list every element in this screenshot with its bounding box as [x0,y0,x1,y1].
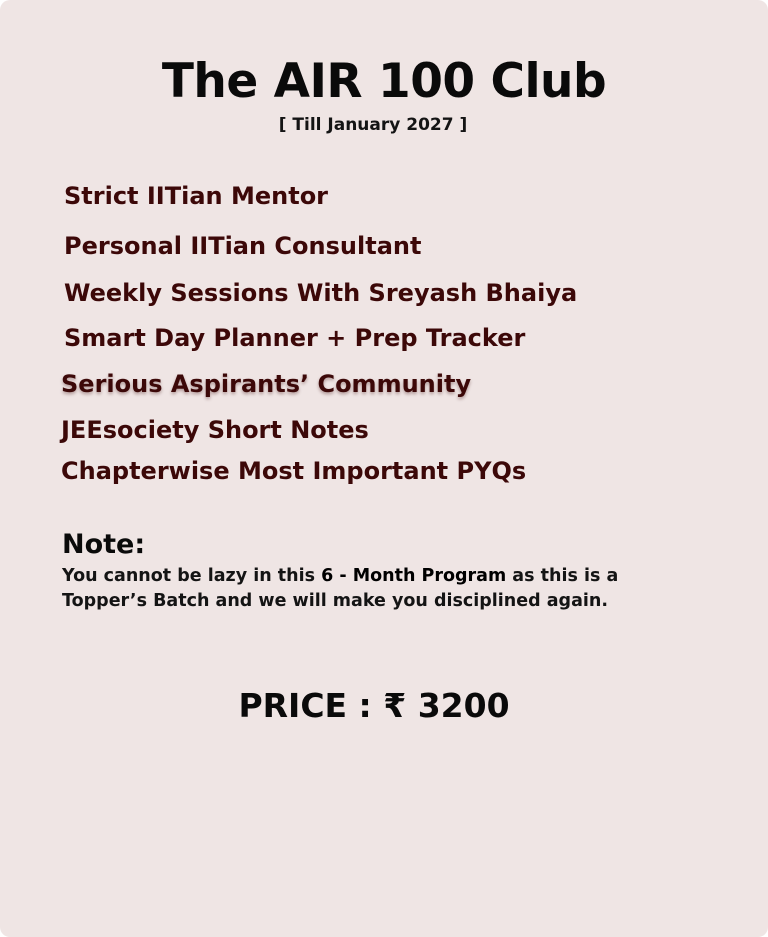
feature-item: Personal IITian Consultant [64,232,422,260]
page-title: The AIR 100 Club [161,54,607,109]
feature-item: Serious Aspirants’ Community [61,370,472,398]
note-text [62,564,702,614]
note-text-before: You cannot be lazy in this [62,566,322,586]
note-text-after: as this is a Topper’s Batch and we will make you disciplined again. [62,566,619,611]
validity-subtitle: [ Till January 2027 ] [278,115,468,135]
feature-item: Strict IITian Mentor [64,182,329,210]
note-highlight: 6 - Month Program [321,566,507,586]
note-heading: Note: [62,529,146,560]
feature-item: Weekly Sessions With Sreyash Bhaiya [64,279,578,307]
price-label: PRICE : ₹ 3200 [238,686,510,725]
feature-item: JEEsociety Short Notes [61,416,369,444]
feature-item: Chapterwise Most Important PYQs [61,457,527,485]
feature-item: Smart Day Planner + Prep Tracker [64,324,526,352]
